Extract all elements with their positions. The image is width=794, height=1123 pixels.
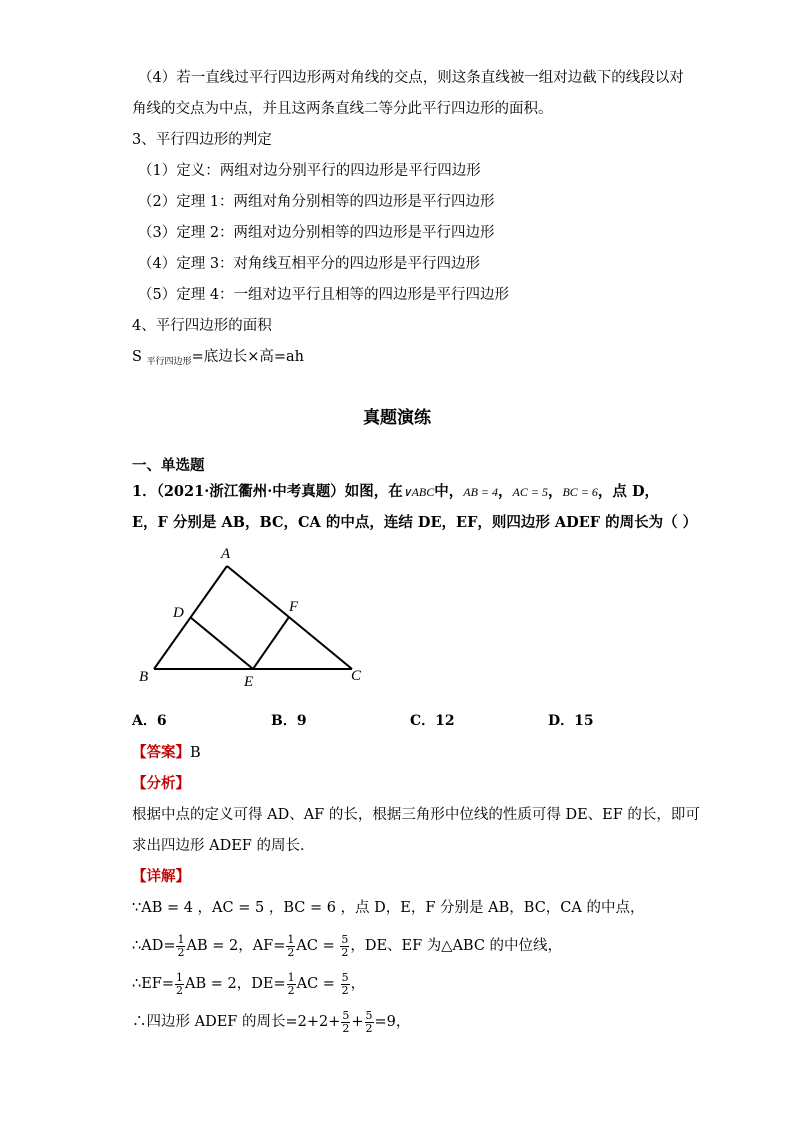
fraction-one-half [175, 972, 184, 997]
frac-den: 2 [365, 1021, 373, 1035]
question-type-heading: 一、单选题 [132, 457, 205, 474]
frac-num: 5 [341, 970, 349, 984]
answer-value: B [190, 745, 201, 761]
frac-den: 2 [287, 983, 295, 997]
section4-heading: 4、平行四边形的面积 [132, 318, 272, 334]
section3-item: （5）定理 4：一组对边平行且相等的四边形是平行四边形 [138, 287, 510, 303]
fraction-one-half [287, 972, 296, 997]
frac-den: 2 [287, 945, 295, 959]
q1-ac: AC = 5 [512, 485, 548, 499]
section3-item: （4）定理 3：对角线互相平分的四边形是平行四边形 [138, 256, 481, 272]
detail-text: AB = 2，DE= [185, 976, 286, 992]
label-c: C [351, 668, 362, 684]
fraction-five-halves [365, 1010, 374, 1035]
formula-rest: =底边长×高=ah [191, 349, 304, 365]
answer-label: 【答案】 [132, 744, 190, 761]
detail-line1: ∵AB = 4 ，AC = 5 ，BC = 6 ，点 D，E，F 分别是 AB，BC，CA 的中点， [132, 900, 645, 916]
area-formula [132, 347, 304, 372]
q1-text: 1．（2021·浙江衢州·中考真题）如图，在 [132, 483, 403, 500]
segment-ef [253, 617, 289, 669]
detail-text: ，DE、EF 为△ABC 的中位线， [350, 938, 563, 954]
detail-text: AC = [296, 976, 340, 992]
section-title: 真题演练 [363, 408, 431, 428]
detail-text: ∴AD= [132, 938, 176, 954]
detail-text: AC = [296, 938, 340, 954]
detail-text: ∴EF= [132, 976, 175, 992]
fraction-one-half [286, 934, 295, 959]
q1-text: 中， [434, 483, 464, 500]
q1-triangle: ∨ABC [402, 485, 435, 499]
detail-text: + [351, 1014, 364, 1030]
analysis-label: 【分析】 [132, 775, 190, 792]
fraction-five-halves [341, 972, 350, 997]
q1-bc: BC = 6 [562, 485, 598, 499]
segment-de [190, 617, 253, 669]
question1-line2: E，F 分别是 AB，BC，CA 的中点，连结 DE，EF，则四边形 ADEF 的周长为（ ） [132, 514, 698, 531]
detail-text: AB = 2，AF= [186, 938, 286, 954]
frac-den: 2 [176, 983, 184, 997]
analysis-line2: 求出四边形 ADEF 的周长． [132, 838, 315, 854]
frac-num: 1 [177, 932, 185, 946]
frac-den: 2 [177, 945, 185, 959]
frac-num: 5 [342, 1008, 350, 1022]
q1-comma: ， [547, 483, 563, 500]
frac-num: 1 [287, 932, 295, 946]
frac-num: 5 [341, 932, 349, 946]
detail-text: =9， [374, 1014, 411, 1030]
option-c[interactable]: C．12 [410, 713, 455, 729]
frac-den: 2 [341, 983, 349, 997]
label-f: F [289, 599, 299, 615]
prop4-line1: （4）若一直线过平行四边形两对角线的交点，则这条直线被一组对边截下的线段以对 [138, 70, 684, 86]
section3-heading: 3、平行四边形的判定 [132, 132, 272, 148]
q1-comma: ， [498, 483, 513, 500]
analysis-line1: 根据中点的定义可得 AD、AF 的长，根据三角形中位线的性质可得 DE、EF 的长，即可 [132, 807, 700, 823]
question1-line1 [132, 482, 659, 502]
detail-text: ∴四边形 ADEF 的周长=2+2+ [132, 1014, 341, 1030]
detail-text: ， [350, 976, 366, 992]
frac-num: 5 [365, 1008, 373, 1022]
label-d: D [173, 605, 184, 621]
fraction-one-half [176, 934, 185, 959]
prop4-line2: 角线的交点为中点，并且这两条直线二等分此平行四边形的面积。 [132, 101, 553, 117]
label-b: B [139, 669, 149, 685]
label-a: A [221, 546, 231, 562]
option-a[interactable]: A．6 [132, 713, 167, 729]
q1-text: ，点 D， [597, 483, 660, 500]
option-b[interactable]: B．9 [271, 713, 307, 729]
frac-num: 1 [287, 970, 295, 984]
detail-line2 [132, 932, 562, 960]
section3-item: （3）定理 2：两组对边分别相等的四边形是平行四边形 [138, 225, 495, 241]
q1-ab: AB = 4 [463, 485, 499, 499]
formula-s: S [132, 349, 142, 365]
triangle-figure [136, 540, 372, 690]
answer-line [132, 743, 201, 763]
detail-line3 [132, 970, 365, 998]
fraction-five-halves [340, 934, 349, 959]
label-e: E [244, 674, 254, 690]
frac-den: 2 [342, 1021, 350, 1035]
frac-den: 2 [341, 945, 349, 959]
frac-num: 1 [176, 970, 184, 984]
detail-line4 [132, 1008, 410, 1036]
section3-item: （2）定理 1：两组对角分别相等的四边形是平行四边形 [138, 194, 495, 210]
fraction-five-halves [341, 1010, 350, 1035]
option-d[interactable]: D．15 [548, 713, 594, 729]
section3-item: （1）定义：两组对边分别平行的四边形是平行四边形 [138, 163, 481, 179]
formula-subscript: 平行四边形 [146, 357, 192, 367]
detail-label: 【详解】 [132, 868, 190, 885]
